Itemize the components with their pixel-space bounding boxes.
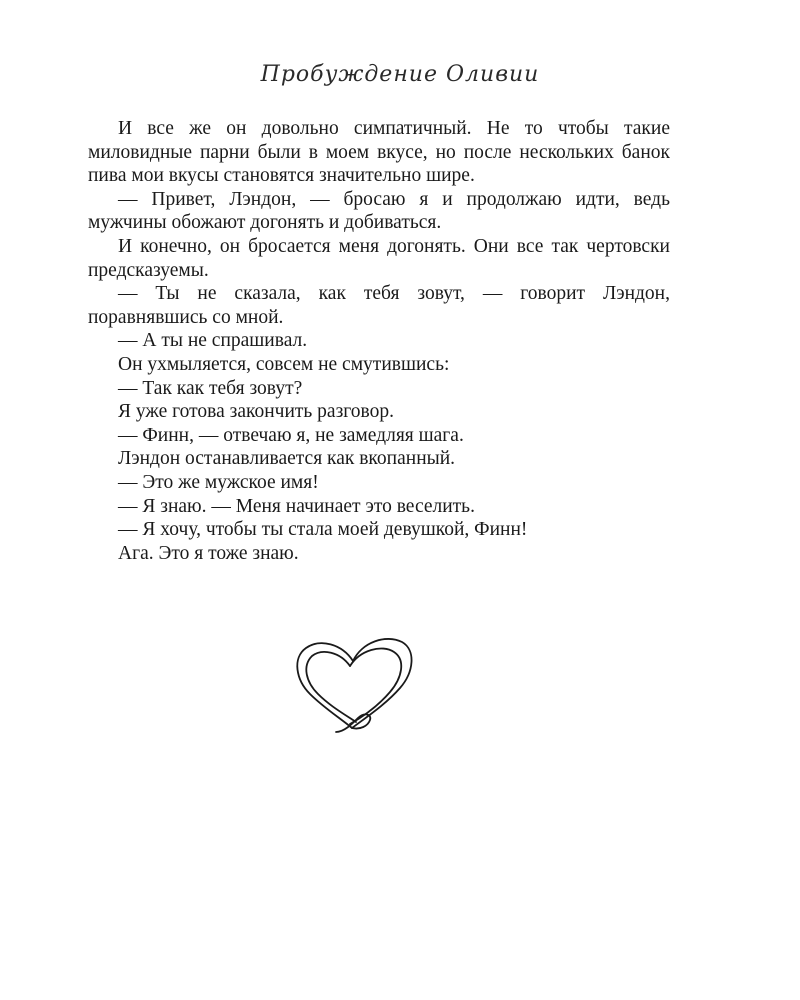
- heart-icon: [290, 628, 420, 738]
- paragraph: — Финн, — отвечаю я, не замедляя шага.: [118, 424, 464, 446]
- paragraph: И все же он довольно симпатичный. Не то чтобы такие миловидные парни были в моем вкусе, но после нескольких банок пива мои вкусы становятся значительно шире.: [88, 118, 670, 187]
- paragraph: — Я знаю. — Меня начинает это веселить.: [118, 495, 475, 517]
- running-head: Пробуждение Оливии: [260, 62, 540, 87]
- paragraph: — Привет, Лэндон, — бросаю я и продолжаю идти, ведь мужчины обожают догонять и добиваться.: [88, 188, 670, 234]
- paragraph: — А ты не спрашивал.: [118, 330, 308, 352]
- paragraph: Лэндон останавливается как вкопанный.: [118, 448, 456, 470]
- paragraph: И конечно, он бросается меня догонять. Они все так чертовски предсказуемы.: [88, 235, 670, 281]
- paragraph: Ага. Это я тоже знаю.: [118, 542, 299, 564]
- paragraph: Я уже готова закончить разговор.: [118, 401, 394, 423]
- paragraph: — Так как тебя зовут?: [118, 377, 303, 399]
- paragraph: — Это же мужское имя!: [118, 471, 319, 493]
- paragraph: Он ухмыляется, совсем не смутившись:: [118, 353, 450, 375]
- body-text: [88, 117, 670, 565]
- paragraph: — Я хочу, чтобы ты стала моей девушкой, Финн!: [118, 519, 528, 541]
- paragraph: — Ты не сказала, как тебя зовут, — говорит Лэндон, поравнявшись со мной.: [88, 283, 670, 328]
